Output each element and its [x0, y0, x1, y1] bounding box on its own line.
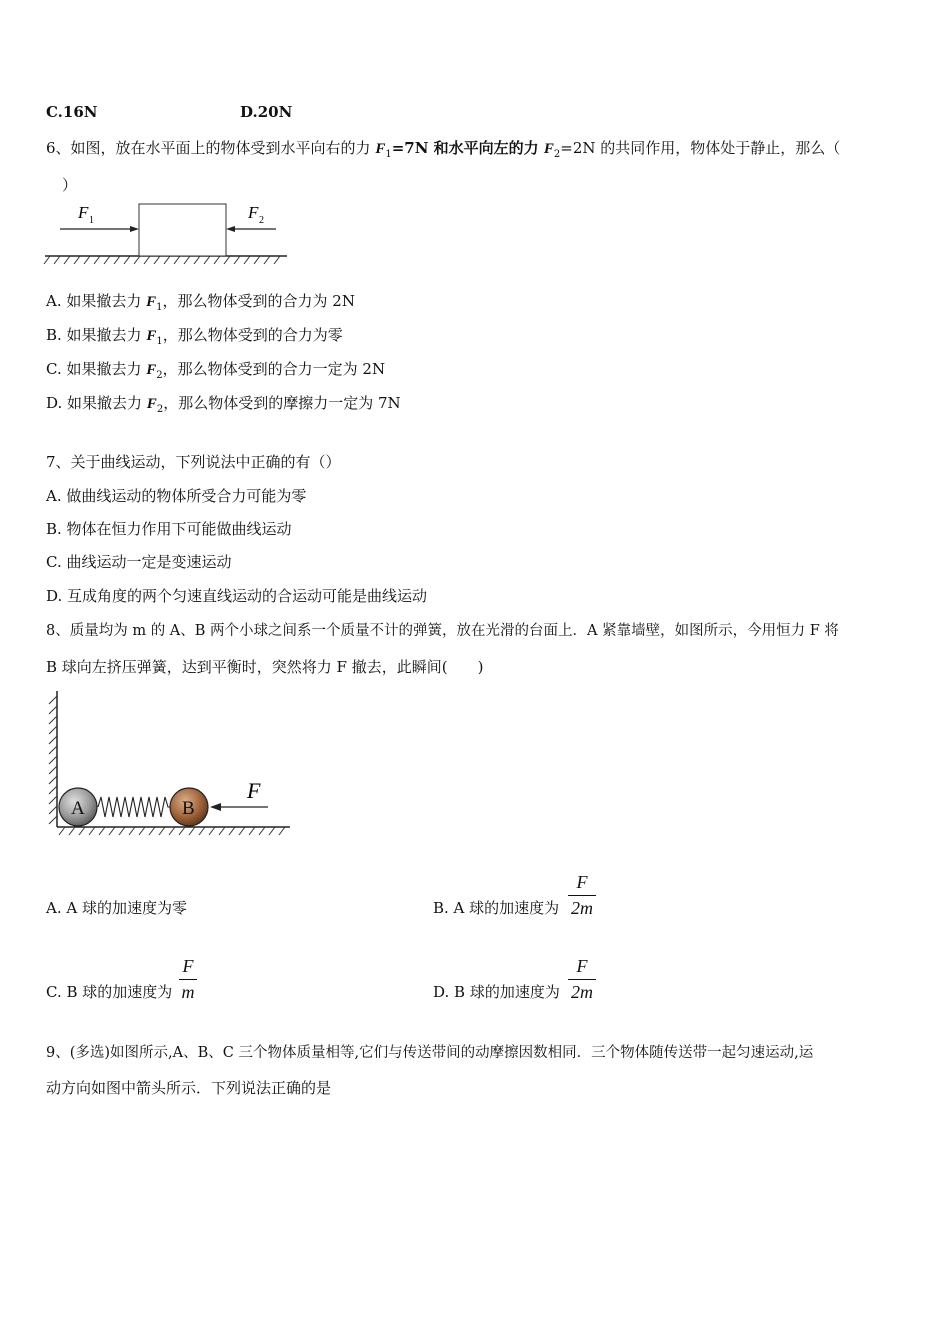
q8-arrow-f [210, 803, 268, 811]
q8-option-b-fraction [568, 872, 596, 919]
q6-opt-a-pre: A. 如果撤去力 [46, 292, 147, 310]
q6-option-a [46, 290, 355, 313]
q6-f2-symbol: F [543, 141, 554, 157]
q6-f1-symbol: F [375, 141, 386, 157]
q8-opt-b-numerator: F [576, 872, 588, 892]
q6-fig-sub-1: 1 [89, 215, 94, 226]
q8-stem-line2: B 球向左挤压弹簧，达到平衡时，突然将力 F 撤去，此瞬间( ) [46, 658, 484, 676]
q6-arrow-f1 [60, 226, 139, 232]
q8-option-b: B. A 球的加速度为 [433, 899, 560, 917]
q8-option-c: C. B 球的加速度为 [46, 983, 173, 1001]
q8-opt-b-denominator: 2m [571, 898, 593, 918]
q6-figure [40, 198, 295, 268]
q8-wall [49, 691, 57, 827]
q7-stem: 7、关于曲线运动，下列说法中正确的有（） [46, 453, 341, 471]
q6-fig-label-f1: F [78, 203, 89, 222]
q6-opt-d-post: ，那么物体受到的摩擦力一定为 7N [163, 394, 401, 412]
q6-opt-b-post: ，那么物体受到的合力为零 [162, 326, 343, 344]
q6-opt-d-f: F [146, 396, 157, 412]
q6-opt-c-post: ，那么物体受到的合力一定为 2N [162, 360, 386, 378]
q6-stem-part1: 6、如图，放在水平面上的物体受到水平向右的力 [46, 139, 376, 157]
q6-arrow-f2 [226, 226, 276, 232]
q6-opt-c-sub: 2 [156, 370, 163, 381]
q6-stem-close: ） [62, 176, 78, 194]
q6-opt-a-sub: 1 [156, 302, 163, 313]
q6-f2-subscript: 2 [553, 149, 561, 160]
q6-stem-part2: =7N 和水平向左的力 [391, 139, 544, 157]
q6-option-d [46, 392, 401, 415]
q8-figure [40, 686, 300, 841]
q8-opt-b-fraction-bar [568, 895, 596, 896]
q5-option-d: D.20N [240, 103, 293, 121]
q8-opt-d-fraction-bar [568, 979, 596, 980]
q6-ground [44, 256, 287, 264]
q7-option-c: C. 曲线运动一定是变速运动 [46, 553, 232, 571]
q6-opt-a-post: ，那么物体受到的合力为 2N [162, 292, 355, 310]
q6-fig-label-f2: F [248, 203, 259, 222]
q8-stem-line1: 8、质量均为 m 的 A、B 两个小球之间系一个质量不计的弹簧，放在光滑的台面上．A 紧靠墙壁，如图所示，今用恒力 F 将 [46, 623, 839, 639]
q6-f1-subscript: 1 [385, 149, 392, 160]
q6-option-b [46, 324, 343, 347]
q8-option-a: A. A 球的加速度为零 [46, 899, 187, 917]
q6-stem [46, 137, 840, 160]
q6-stem-part3: =2N 的共同作用，物体处于静止，那么（ [560, 139, 841, 157]
q6-opt-a-f: F [146, 294, 157, 310]
q8-fig-label-b: B [182, 798, 195, 819]
q8-opt-c-numerator: F [182, 956, 194, 976]
q6-block [139, 204, 226, 256]
q7-option-a: A. 做曲线运动的物体所受合力可能为零 [46, 487, 307, 505]
q8-option-d-fraction [568, 956, 596, 1003]
q6-opt-d-sub: 2 [156, 404, 164, 415]
q8-opt-c-denominator: m [181, 982, 195, 1002]
q9-stem-line1: 9、(多选)如图所示,A、B、C 三个物体质量相等,它们与传送带间的动摩擦因数相同．三个物体随传送带一起匀速运动,运 [46, 1045, 814, 1061]
q8-spring [98, 797, 170, 817]
q7-option-b: B. 物体在恒力作用下可能做曲线运动 [46, 520, 292, 538]
q6-opt-b-sub: 1 [156, 336, 163, 347]
q5-option-c: C.16N [46, 103, 98, 121]
q6-opt-c-f: F [146, 362, 157, 378]
q8-option-d: D. B 球的加速度为 [433, 983, 560, 1001]
q8-option-c-fraction [179, 956, 197, 1003]
q7-option-d: D. 互成角度的两个匀速直线运动的合运动可能是曲线运动 [46, 587, 428, 605]
q9-stem-line2: 动方向如图中箭头所示．下列说法正确的是 [46, 1079, 332, 1097]
q6-opt-b-pre: B. 如果撤去力 [46, 326, 147, 344]
q8-fig-label-a: A [71, 798, 85, 819]
q6-opt-b-f: F [146, 328, 157, 344]
q8-opt-d-numerator: F [576, 956, 588, 976]
q6-opt-d-pre: D. 如果撤去力 [46, 394, 147, 412]
q6-option-c [46, 358, 385, 381]
q8-fig-label-f: F [247, 778, 261, 803]
q8-floor [57, 827, 290, 835]
q8-opt-c-fraction-bar [179, 979, 197, 980]
q6-opt-c-pre: C. 如果撤去力 [46, 360, 147, 378]
q8-opt-d-denominator: 2m [571, 982, 593, 1002]
q6-fig-sub-2: 2 [259, 215, 264, 226]
